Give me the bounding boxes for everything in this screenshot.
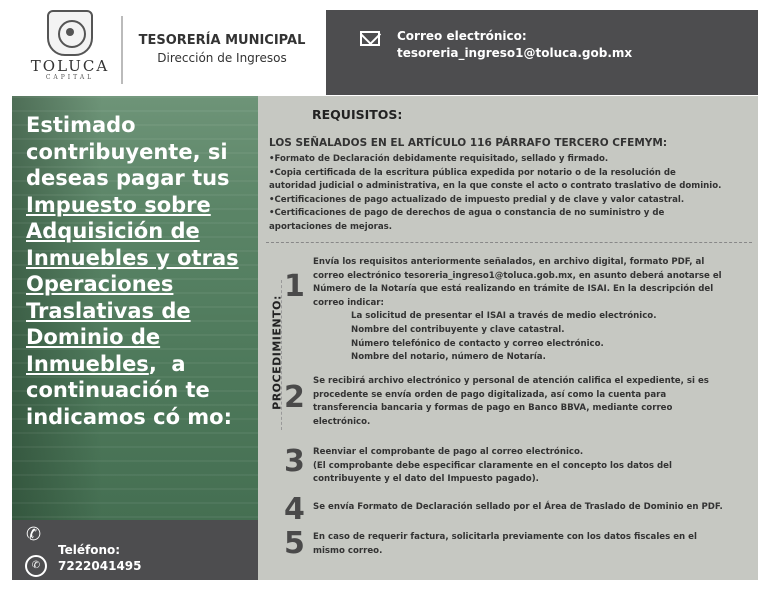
intro-line-text: deseas pagar tus — [26, 166, 230, 190]
logo-subtitle: CAPITAL — [45, 74, 95, 81]
intro-line — [26, 165, 254, 192]
step-line: Número telefónico de contacto y correo electrónico. — [351, 338, 604, 349]
step-text — [313, 501, 753, 515]
requisito-item: •Certificaciones de pago de derechos de agua o constancia de no suministro y de — [269, 208, 665, 219]
step-line: Número de la Notaría que está realizando en trámite de ISAI. En la descripción del — [313, 284, 714, 295]
toluca-logo — [22, 10, 118, 88]
requisito-item: •Copia certificada de la escritura pública expedida por notario o de la resolución de — [269, 167, 676, 178]
step-text — [313, 446, 753, 487]
step-line: Se recibirá archivo electrónico y personal de atención califica el expediente, si es — [313, 376, 709, 386]
intro-line-text: indicamos có mo: — [26, 404, 233, 429]
intro-line-text: Adquisición de — [26, 219, 200, 243]
logo-name: TOLUCA — [30, 57, 110, 75]
intro-line-text: Operaciones — [26, 272, 174, 296]
intro-line — [26, 192, 254, 219]
step-text — [313, 375, 753, 429]
step-text — [313, 256, 753, 365]
requisitos-list — [269, 153, 751, 235]
whatsapp-icon: ✆ — [25, 555, 47, 577]
intro-line-text: Dominio de — [26, 325, 161, 349]
intro-line-text: contribuyente, si — [26, 139, 228, 164]
step-line: Nombre del contribuyente y clave catastral. — [351, 324, 565, 335]
step-line: mismo correo. — [313, 545, 383, 556]
intro-text — [26, 112, 254, 430]
step-number: 4 — [284, 492, 305, 527]
header-title-block — [132, 33, 312, 67]
step-line: transferencia bancaria y formas de pago en Banco BBVA, mediante correo — [313, 403, 673, 414]
step-line: (El comprobante debe especificar claramente en el concepto los datos del — [313, 460, 672, 471]
step-line: correo indicar: — [313, 297, 384, 308]
step-line: Nombre del notario, número de Notaría. — [351, 352, 546, 363]
step-text — [313, 531, 753, 558]
phone-label: Teléfono: — [58, 543, 121, 557]
intro-line-text: Impuesto sobre — [26, 192, 211, 217]
intro-line — [26, 112, 254, 139]
intro-line-text: Inmuebles y otras — [26, 245, 239, 270]
envelope-icon — [360, 31, 380, 46]
step-line: Reenviar el comprobante de pago al correo electrónico. — [313, 447, 584, 457]
intro-line — [26, 377, 254, 404]
step-number: 2 — [284, 380, 305, 415]
intro-line — [26, 404, 254, 431]
intro-line — [26, 324, 254, 351]
intro-line-text: Traslativas de — [26, 298, 191, 323]
intro-line-text: Estimado — [26, 113, 136, 137]
step-line: contribuyente y el dato del Impuesto pagado). — [313, 474, 539, 485]
intro-line-suffix: , a — [148, 351, 186, 376]
requisitos-subtitle: LOS SEÑALADOS EN EL ARTÍCULO 116 PÁRRAFO TERCERO CFEMYM: — [269, 137, 668, 149]
step-number: 5 — [284, 526, 305, 561]
step-line: En caso de requerir factura, solicitarla previamente con los datos fiscales en el — [313, 532, 697, 542]
intro-line — [26, 139, 254, 166]
requisito-item: autoridad judicial o administrativa, en la que conste el acto o contrato traslativo de dominio. — [269, 181, 722, 192]
step-number: 1 — [284, 269, 305, 304]
intro-line-text: Inmuebles — [26, 351, 149, 376]
step-line: Envía los requisitos anteriormente señalados, en archivo digital, formato PDF, al — [313, 257, 705, 267]
step-line: correo electrónico tesoreria_ingreso1@toluca.gob.mx, en asunto deberá anotarse el — [313, 270, 722, 281]
requisito-item: aportaciones de mejoras. — [269, 221, 393, 232]
requisito-item: •Formato de Declaración debidamente requisitado, sellado y firmado. — [269, 154, 609, 164]
procedimiento-line — [281, 280, 283, 430]
coat-of-arms-icon — [47, 10, 93, 56]
intro-line — [26, 298, 254, 325]
procedimiento-label-text: PROCEDIMIENTO: — [270, 295, 284, 410]
email-link[interactable]: tesoreria_ingreso1@toluca.gob.mx — [397, 46, 633, 60]
intro-line-text: continuación te — [26, 378, 210, 402]
phone-icon: ✆ — [26, 524, 42, 545]
intro-line — [26, 271, 254, 298]
requisitos-title: REQUISITOS: — [312, 107, 403, 122]
intro-line — [26, 245, 254, 272]
step-line: procedente se envía orden de pago digitalizada, así como la cuenta para — [313, 389, 667, 400]
requisito-item: •Certificaciones de pago actualizado de impuesto predial y de clave y valor catastral. — [269, 194, 685, 205]
intro-panel — [12, 96, 258, 520]
header-title: TESORERÍA MUNICIPAL — [138, 33, 306, 48]
section-divider — [266, 242, 752, 243]
step-line: electrónico. — [313, 416, 371, 427]
phone-banner — [12, 520, 258, 580]
intro-line — [26, 351, 254, 378]
phone-number[interactable]: 7222041495 — [58, 559, 142, 573]
header-subtitle: Dirección de Ingresos — [157, 51, 287, 65]
email-banner — [326, 10, 758, 95]
step-line: La solicitud de presentar el ISAI a través de medio electrónico. — [351, 311, 657, 322]
info-panel — [258, 96, 758, 580]
step-line: Se envía Formato de Declaración sellado por el Área de Traslado de Dominio en PDF. — [313, 502, 723, 512]
step-number: 3 — [284, 444, 305, 479]
intro-line — [26, 218, 254, 245]
header-divider — [121, 16, 123, 84]
email-label: Correo electrónico: — [397, 29, 527, 43]
